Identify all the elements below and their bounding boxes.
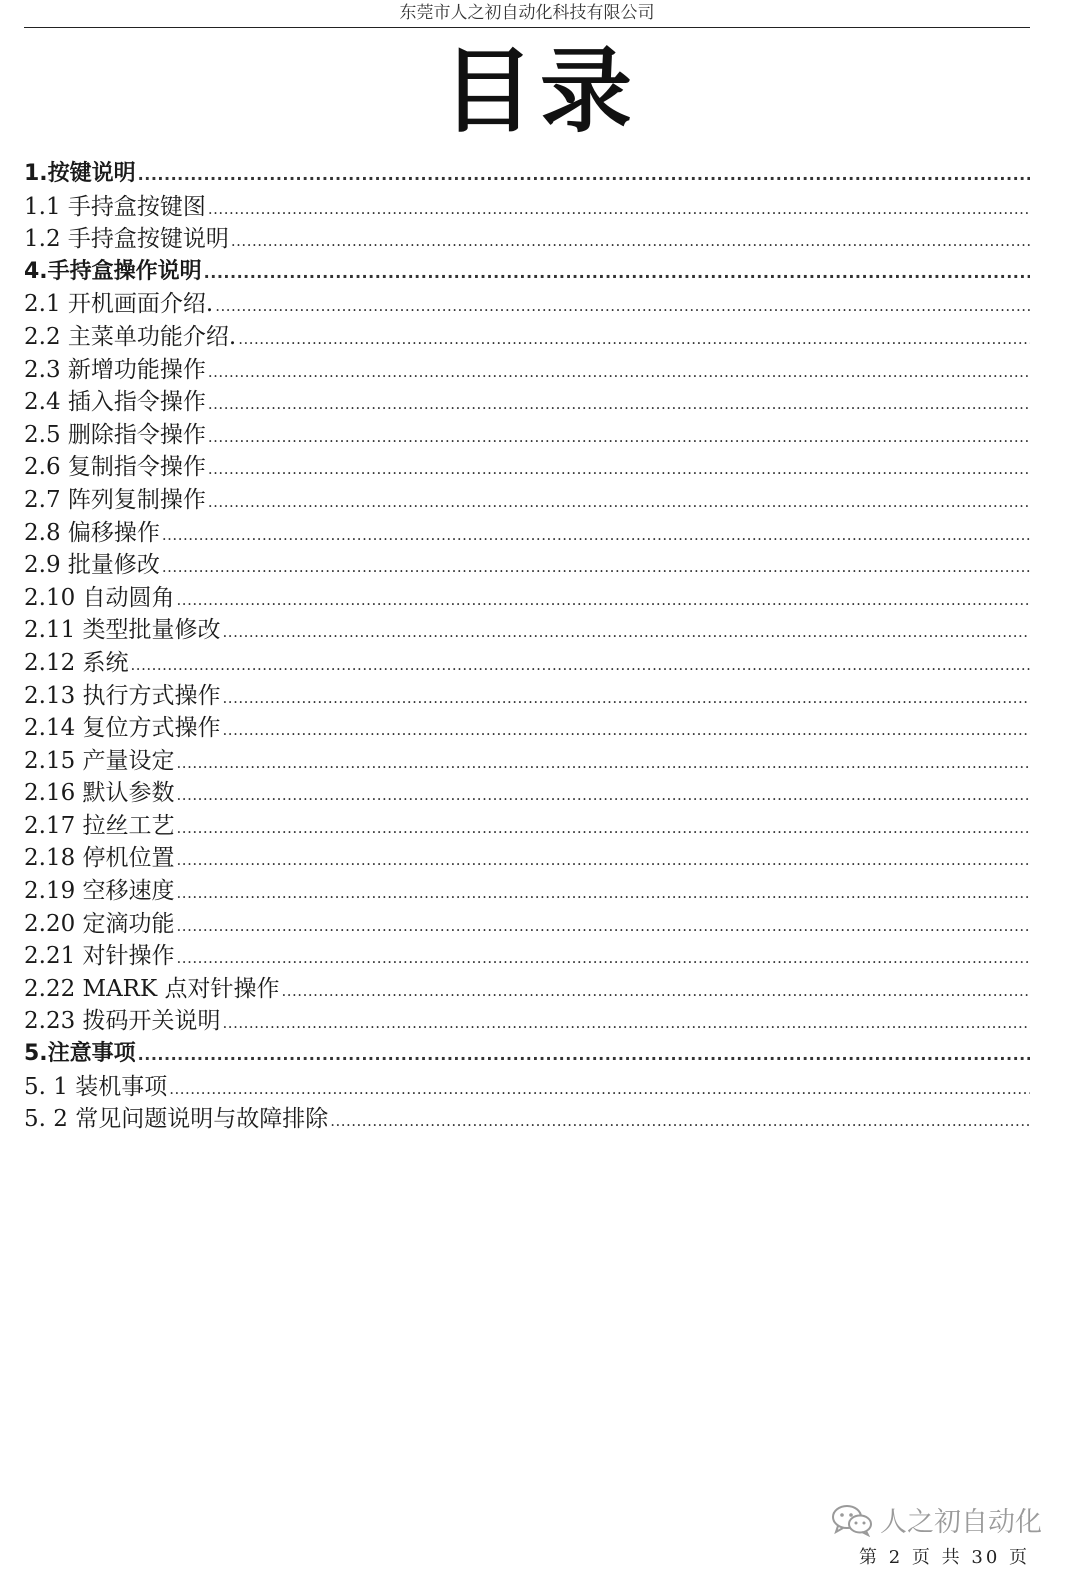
dot-leader: [131, 649, 1030, 680]
dot-leader: [208, 193, 1030, 224]
toc-entry-label: 5.注意事项: [24, 1041, 136, 1067]
dot-leader: [177, 584, 1030, 615]
dot-leader: [215, 290, 1030, 321]
dot-leader: [177, 779, 1030, 810]
toc-entry[interactable]: [24, 582, 1030, 615]
toc-entry[interactable]: [24, 1038, 1030, 1071]
toc-entry[interactable]: [24, 647, 1030, 680]
toc-entry-label: 2.4 插入指令操作: [24, 389, 206, 416]
toc-entry-label: 4.手持盒操作说明: [24, 258, 202, 284]
dot-leader: [138, 1039, 1030, 1071]
toc-entry[interactable]: [24, 1103, 1030, 1136]
page-number: 第 2 页 共 30 页: [859, 1547, 1030, 1568]
toc-entry-label: 2.10 自动圆角: [24, 584, 175, 611]
toc-entry[interactable]: [24, 158, 1030, 191]
toc-entry[interactable]: [24, 810, 1030, 843]
dot-leader: [208, 356, 1030, 387]
toc-entry[interactable]: [24, 321, 1030, 354]
toc-entry[interactable]: [24, 549, 1030, 582]
toc-entry-label: 2.9 批量修改: [24, 552, 160, 579]
toc-entry-label: 2.1 开机画面介绍.: [24, 291, 214, 318]
dot-leader: [208, 453, 1030, 484]
dot-leader: [177, 844, 1030, 875]
toc-entry-label: 2.20 定滴功能: [24, 910, 175, 937]
toc-entry[interactable]: [24, 1071, 1030, 1104]
toc-entry[interactable]: [24, 386, 1030, 419]
dot-leader: [177, 877, 1030, 908]
dot-leader: [138, 159, 1030, 191]
dot-leader: [223, 616, 1030, 647]
toc-entry[interactable]: [24, 354, 1030, 387]
dot-leader: [223, 1007, 1030, 1038]
toc-entry-label: 2.17 拉丝工艺: [24, 812, 175, 839]
dot-leader: [177, 910, 1030, 941]
dot-leader: [231, 225, 1030, 256]
toc-entry-label: 2.23 拨码开关说明: [24, 1008, 221, 1035]
toc-entry[interactable]: [24, 745, 1030, 778]
page-title: 目录: [441, 38, 638, 145]
toc-entry-label: 2.13 执行方式操作: [24, 682, 221, 709]
toc-entry[interactable]: [24, 614, 1030, 647]
toc-entry[interactable]: [24, 842, 1030, 875]
page-header: 东莞市人之初自动化科技有限公司: [24, 0, 1030, 28]
toc-entry-label: 1.2 手持盒按键说明: [24, 226, 229, 253]
toc-entry[interactable]: [24, 223, 1030, 256]
dot-leader: [162, 551, 1030, 582]
toc-entry-label: 2.22 MARK 点对针操作: [24, 975, 280, 1002]
dot-leader: [162, 519, 1030, 550]
toc-entry-label: 2.6 复制指令操作: [24, 454, 206, 481]
toc-entry-label: 5. 2 常见问题说明与故障排除: [24, 1106, 329, 1133]
toc-entry-label: 1.1 手持盒按键图: [24, 193, 206, 220]
toc-entry[interactable]: [24, 256, 1030, 289]
toc-entry-label: 5. 1 装机事项: [24, 1073, 168, 1100]
toc-entry[interactable]: [24, 1005, 1030, 1038]
dot-leader: [330, 1105, 1030, 1136]
toc-entry[interactable]: [24, 908, 1030, 941]
toc-entry-label: 2.7 阵列复制操作: [24, 486, 206, 513]
toc-entry-label: 2.15 产量设定: [24, 747, 175, 774]
dot-leader: [204, 257, 1030, 289]
dot-leader: [177, 747, 1030, 778]
toc-entry-label: 2.16 默认参数: [24, 780, 175, 807]
dot-leader: [208, 421, 1030, 452]
dot-leader: [282, 975, 1031, 1006]
wechat-icon: [830, 1503, 874, 1537]
toc-entry-label: 2.11 类型批量修改: [24, 617, 221, 644]
toc-entry[interactable]: [24, 484, 1030, 517]
toc-entry[interactable]: [24, 940, 1030, 973]
toc-entry-label: 2.5 删除指令操作: [24, 421, 206, 448]
toc-entry-label: 2.3 新增功能操作: [24, 356, 206, 383]
toc-entry-label: 1.按键说明: [24, 161, 136, 186]
toc-entry[interactable]: [24, 419, 1030, 452]
watermark-text: 人之初自动化: [880, 1507, 1042, 1538]
toc-entry[interactable]: [24, 875, 1030, 908]
dot-leader: [223, 682, 1030, 713]
toc-entry-label: 2.14 复位方式操作: [24, 715, 221, 742]
dot-leader: [238, 323, 1030, 354]
toc-entry[interactable]: [24, 680, 1030, 713]
toc-entry-label: 2.18 停机位置: [24, 845, 175, 872]
dot-leader: [177, 942, 1030, 973]
dot-leader: [223, 714, 1030, 745]
dot-leader: [208, 388, 1030, 419]
table-of-contents: [24, 158, 1030, 1136]
toc-entry[interactable]: [24, 191, 1030, 224]
toc-entry[interactable]: [24, 451, 1030, 484]
toc-entry[interactable]: [24, 288, 1030, 321]
toc-entry-label: 2.19 空移速度: [24, 878, 175, 905]
toc-entry[interactable]: [24, 973, 1030, 1006]
watermark: [830, 1500, 1042, 1539]
toc-entry-label: 2.21 对针操作: [24, 943, 175, 970]
toc-entry[interactable]: [24, 777, 1030, 810]
toc-entry-label: 2.8 偏移操作: [24, 519, 160, 546]
toc-entry-label: 2.2 主菜单功能介绍.: [24, 323, 237, 350]
toc-entry[interactable]: [24, 712, 1030, 745]
dot-leader: [177, 812, 1030, 843]
toc-entry-label: 2.12 系统: [24, 649, 129, 676]
toc-entry[interactable]: [24, 517, 1030, 550]
dot-leader: [169, 1073, 1030, 1104]
dot-leader: [208, 486, 1030, 517]
